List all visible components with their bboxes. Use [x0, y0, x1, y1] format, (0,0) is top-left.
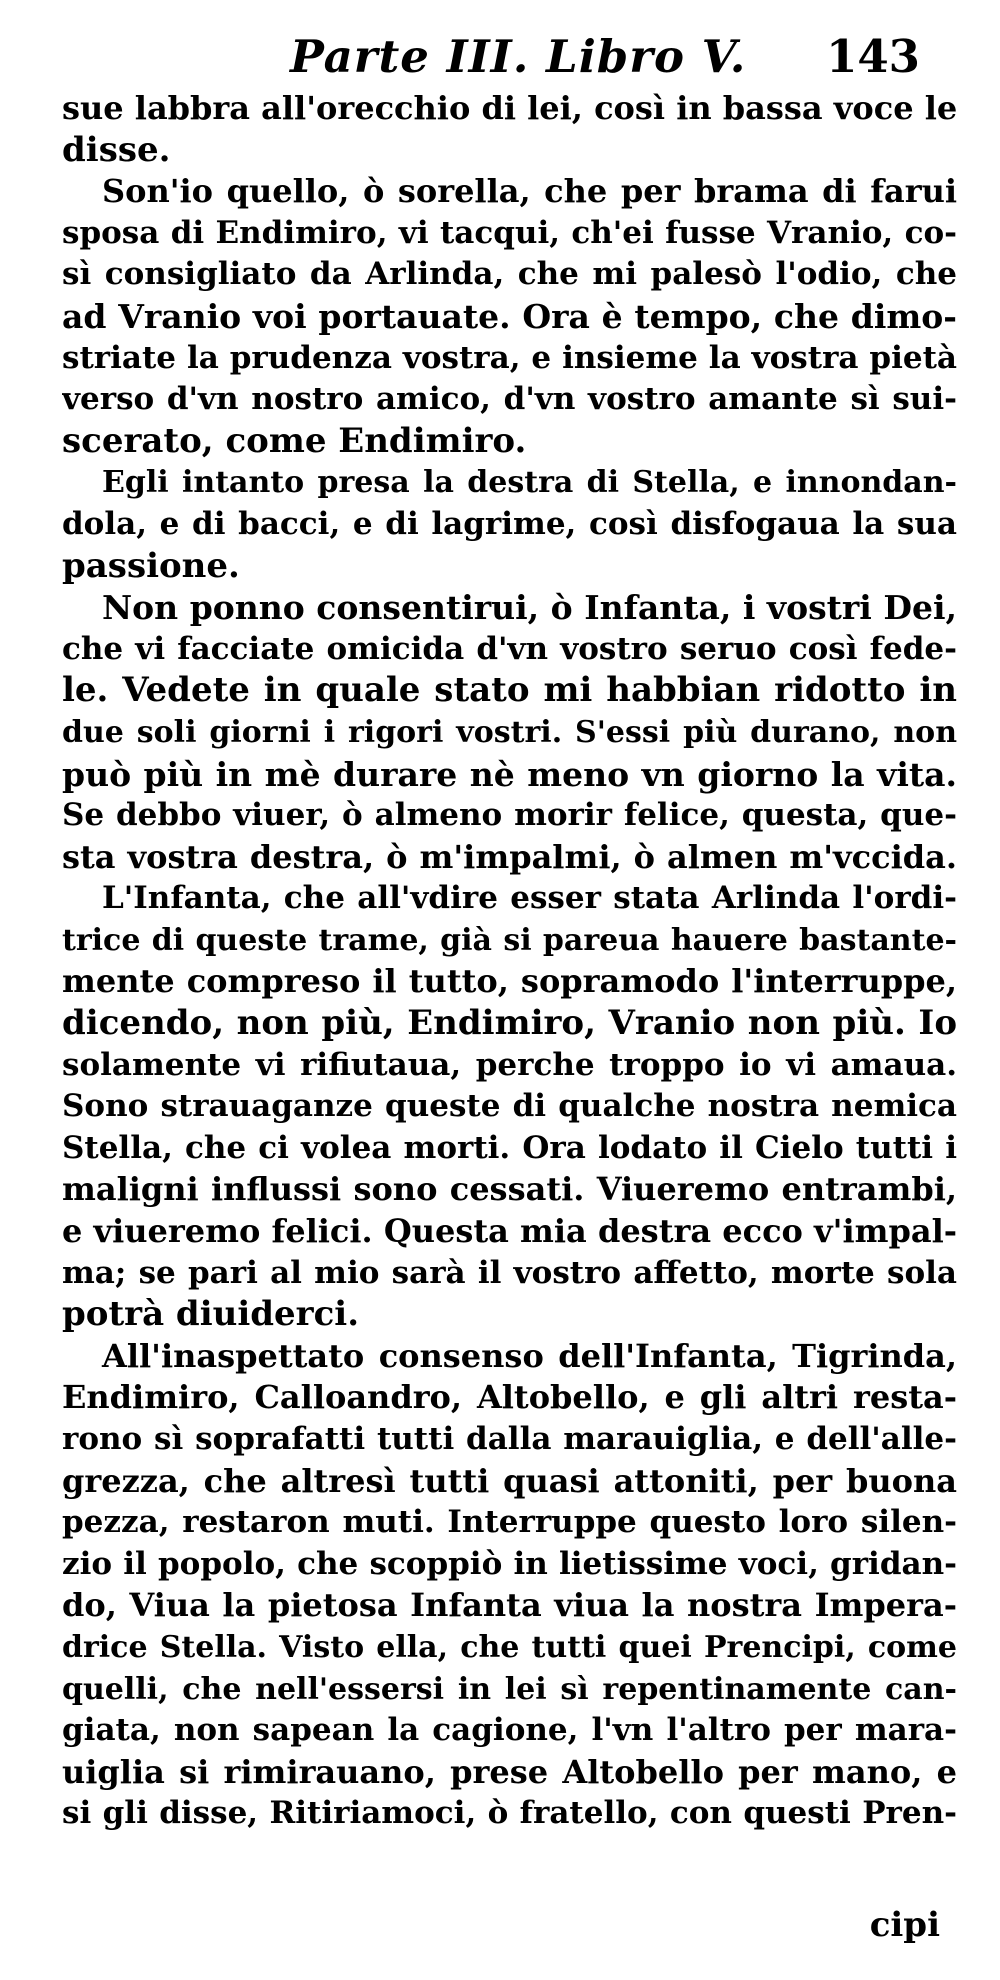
text-line: giata, non sapean la cagione, l'vn l'altro per mara- [62, 1712, 957, 1749]
text-line: uiglia si rimirauano, prese Altobello per mano, e [62, 1752, 957, 1791]
text-line: potrà diuiderci. [62, 1294, 360, 1335]
text-line: Endimiro, Calloandro, Altobello, e gli altri resta- [62, 1378, 957, 1417]
body-text [62, 88, 957, 1835]
text-line: Stella, che ci volea morti. Ora lodato il Cielo tutti i [62, 1129, 957, 1166]
running-head [290, 30, 950, 90]
text-line: zio il popolo, che scoppiò in lietissime voci, gridan- [62, 1545, 957, 1582]
text-line: disse. [62, 129, 171, 170]
text-line: e viueremo felici. Questa mia destra ecco v'impal- [62, 1212, 957, 1251]
text-line: scerato, come Endimiro. [62, 420, 527, 461]
text-line: dola, e di bacci, e di lagrime, così disfogaua la sua [62, 505, 957, 542]
text-line: rono sì soprafatti tutti dalla marauiglia, e dell'alle- [62, 1421, 957, 1457]
text-line: può più in mè durare nè meno vn giorno la vita. [62, 754, 957, 794]
text-line: maligni influssi sono cessati. Viueremo entrambi, [62, 1170, 957, 1209]
text-line: verso d'vn nostro amico, d'vn vostro amante sì sui- [62, 381, 957, 418]
text-line: sta vostra destra, ò m'impalmi, ò almen m'vccida. [62, 837, 957, 876]
text-line: sì consigliato da Arlinda, che mi palesò l'odio, che [62, 256, 957, 293]
text-line: L'Infanta, che all'vdire esser stata Arlinda l'ordi- [102, 880, 957, 917]
text-line: grezza, che altresì tutti quasi attoniti, per buona [62, 1461, 957, 1500]
text-line: Son'io quello, ò sorella, che per brama di farui [102, 172, 957, 211]
text-line: che vi facciate omicida d'vn vostro seruo così fede- [62, 630, 957, 667]
text-line: Egli intanto presa la destra di Stella, e innondan- [102, 465, 957, 501]
text-line: sue labbra all'orecchio di lei, così in bassa voce le [62, 89, 957, 127]
text-line: quelli, che nell'essersi in lei sì repentinamente can- [62, 1671, 957, 1707]
text-line: pezza, restaron muti. Interruppe questo loro silen- [62, 1504, 957, 1541]
text-line: Se debbo viuer, ò almeno morir felice, questa, que- [62, 797, 957, 834]
text-line: striate la prudenza vostra, e insieme la vostra pietà [62, 339, 957, 376]
text-line: ad Vranio voi portauate. Ora è tempo, che dimo- [62, 296, 957, 336]
text-line: passione. [62, 545, 240, 586]
text-line: si gli disse, Ritiriamoci, ò fratello, con questi Pren- [62, 1795, 957, 1832]
catchword: cipi [869, 1905, 940, 1945]
text-line: dicendo, non più, Endimiro, Vranio non più. Io [62, 1003, 957, 1044]
text-line: due soli giorni i rigori vostri. S'essi più durano, non [62, 714, 957, 750]
text-line: drice Stella. Visto ella, che tutti quei Prencipi, come [62, 1629, 957, 1665]
text-line: sposa di Endimiro, vi tacqui, ch'ei fusse Vranio, co- [62, 214, 957, 251]
text-line: All'inaspettato consenso dell'Infanta, Tigrinda, [102, 1336, 957, 1375]
text-line: le. Vedete in quale stato mi habbian ridotto in [62, 670, 957, 711]
text-line: ma; se pari al mio sarà il vostro affetto, morte sola [62, 1254, 957, 1291]
running-title: Parte III. Libro V. [290, 30, 747, 83]
text-line: Non ponno consentirui, ò Infanta, i vostri Dei, [102, 588, 957, 628]
text-line: solamente vi rifiutaua, perche troppo io vi amaua. [62, 1046, 957, 1083]
text-line: do, Viua la pietosa Infanta viua la nostra Impera- [62, 1586, 957, 1625]
text-line: trice di queste trame, già si pareua hauere bastante- [62, 922, 957, 958]
text-line: Sono strauaganze queste di qualche nostra nemica [62, 1088, 957, 1125]
page-number: 143 [826, 30, 920, 83]
text-line: mente compreso il tutto, sopramodo l'interruppe, [62, 962, 957, 1001]
